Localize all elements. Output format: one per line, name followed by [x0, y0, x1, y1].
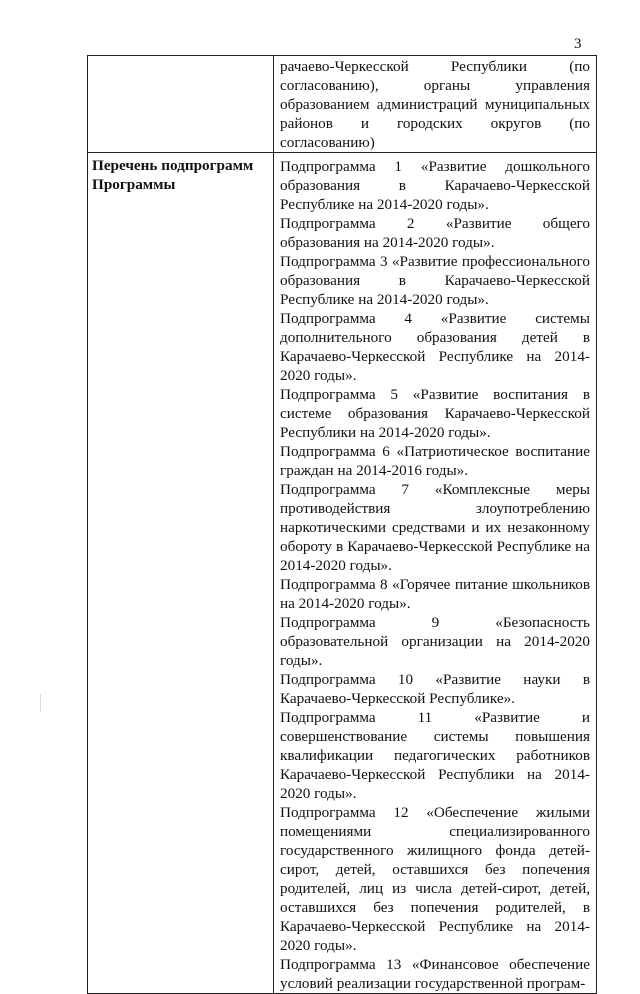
- subprogram-item: Подпрограмма 13 «Финансовое обеспечение условий реализации государственной програм-: [280, 956, 590, 992]
- subprogram-item: Подпрограмма 4 «Развитие системы дополнительного образования детей в Карачаево-Черкесской Республике на 2014-2020 годы».: [280, 310, 590, 384]
- subprogram-item: Подпрограмма 6 «Патриотическое воспитание граждан на 2014-2016 годы».: [280, 443, 590, 479]
- subprogram-item: Подпрограмма 8 «Горячее питание школьников на 2014-2020 годы».: [280, 576, 590, 612]
- continuation-text: рачаево-Черкесской Республики (по согласованию), органы управления образованием администраций муниципальных районов и городских округов (по согласованию): [280, 58, 590, 151]
- subprogram-item: Подпрограмма 7 «Комплексные меры противодействия злоупотреблению наркотическими средствами и их незаконному обороту в Карачаево-Черкесской Республике на 2014-2020 годы».: [280, 481, 590, 574]
- subprograms-label: Перечень подпрограмм Программы: [92, 157, 254, 193]
- table-row: [88, 56, 597, 153]
- program-passport-table: [87, 55, 597, 994]
- subprogram-list: [274, 157, 596, 993]
- subprogram-item: Подпрограмма 2 «Развитие общего образования на 2014-2020 годы».: [280, 215, 590, 251]
- subprogram-item: Подпрограмма 5 «Развитие воспитания в системе образования Карачаево-Черкесской Республики на 2014-2020 годы».: [280, 386, 590, 441]
- table-row: [88, 153, 597, 994]
- table-cell-continuation: [274, 56, 597, 153]
- scan-mark: [40, 694, 41, 712]
- subprogram-item: Подпрограмма 1 «Развитие дошкольного образования в Карачаево-Черкесской Республике на 2014-2020 годы».: [280, 158, 590, 213]
- page-number: 3: [574, 36, 582, 52]
- subprogram-item: Подпрограмма 10 «Развитие науки в Карачаево-Черкесской Республике».: [280, 671, 590, 707]
- table-cell-subprograms: [274, 153, 597, 994]
- subprogram-item: Подпрограмма 12 «Обеспечение жилыми помещениями специализированного государственного жилищного фонда детей-сирот, детей, оставшихся без попечения родителей, лиц из числа детей-сирот, детей, оставшихся без попечения родителей, в Карачаево-Черкесской Республике на 2014-2020 годы».: [280, 804, 590, 954]
- table-cell-empty: [88, 56, 274, 153]
- subprogram-item: Подпрограмма 3 «Развитие профессионального образования в Карачаево-Черкесской Республике на 2014-2020 годы».: [280, 253, 590, 308]
- subprogram-item: Подпрограмма 9 «Безопасность образовательной организации на 2014-2020 годы».: [280, 614, 590, 669]
- subprogram-item: Подпрограмма 11 «Развитие и совершенствование системы повышения квалификации педагогических работников Карачаево-Черкесской Республики на 2014-2020 годы».: [280, 709, 590, 802]
- table-cell-label: [88, 153, 274, 994]
